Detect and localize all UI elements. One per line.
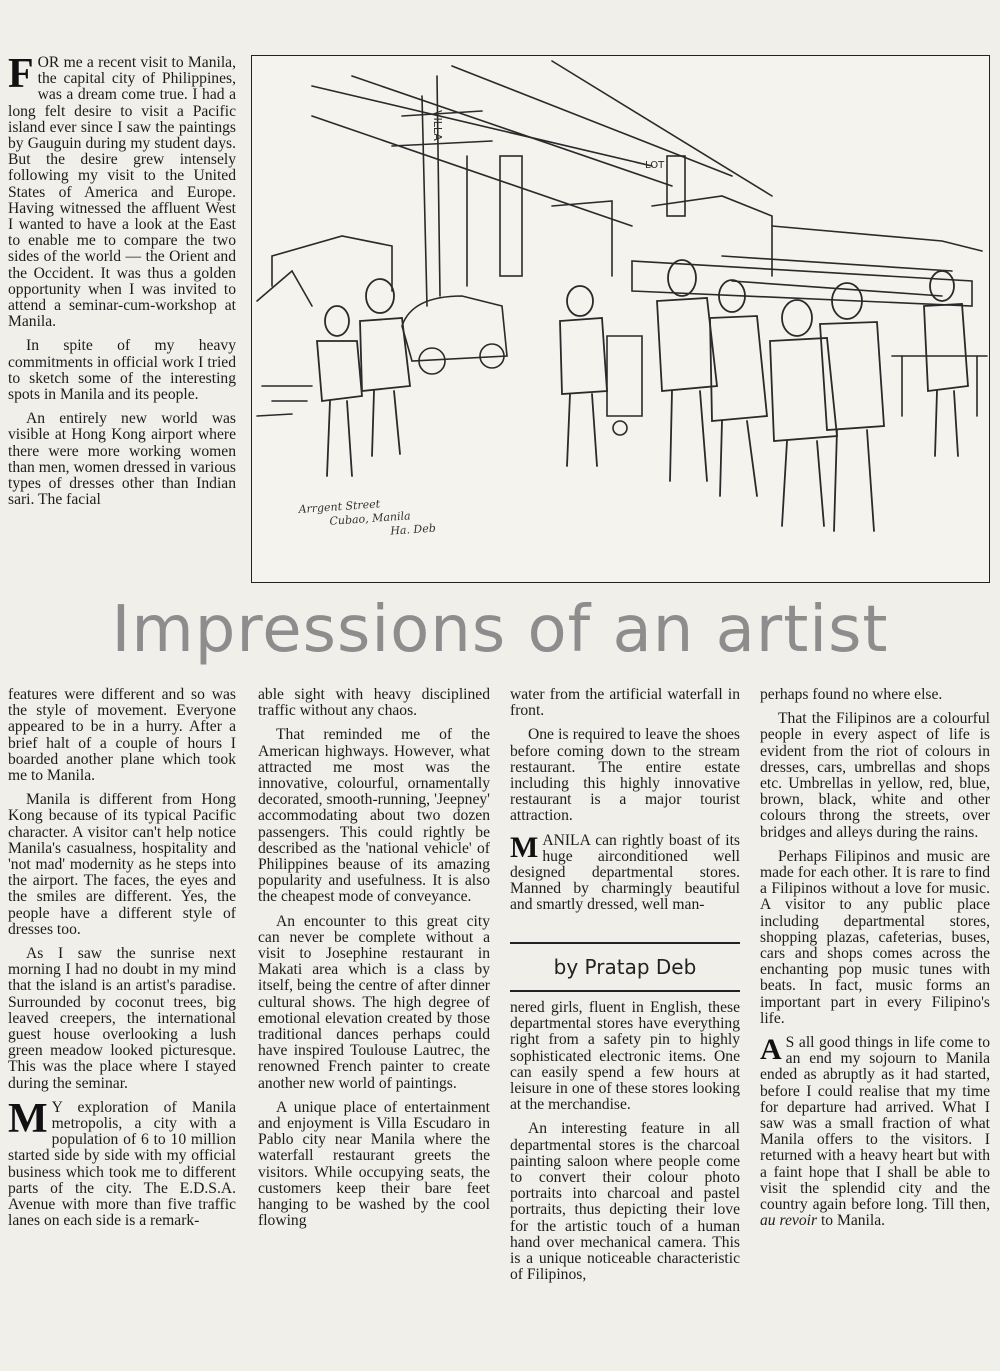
street-sketch-illustration — [251, 55, 990, 583]
col1-paragraph-3: As I saw the sunrise next morning I had no doubt in my mind that the island is an artist's paradise. Surrounded by coconut trees, big leaved creepers, the international guest house overlooking a lush green meadow looked picturesque. This was the place where I stayed during the seminar. — [8, 945, 236, 1092]
shop-sign-lot: LOT — [645, 160, 665, 171]
intro-paragraph-2: In spite of my heavy commitments in official work I tried to sketch some of the interesting spots in Manila and its people. — [8, 337, 236, 404]
article-column-3-bottom — [510, 1000, 740, 1325]
col2-paragraph-3: An encounter to this great city can never be complete without a visit to Josephine restaurant in Makati area which is a class by itself, being the centre of after dinner cultural shows. The high degree of emotional elevation created by those traditional dances perhaps could have inspired Toulouse Lautrec, the renowned French painter to create another new world of paintings. — [258, 912, 490, 1092]
artist-signature: Arrgent Street Cubao, Manila Ha. Deb — [298, 497, 437, 538]
col3-paragraph-2: One is required to leave the shoes before coming down to the stream restaurant. The entire estate including this highly innovative restaurant is a major tourist attraction. — [510, 726, 740, 825]
dropcap-a: A — [760, 1033, 782, 1067]
col3-paragraph-1: water from the artificial waterfall in front. — [510, 687, 740, 720]
author-byline: by Pratap Deb — [553, 955, 697, 979]
col1-paragraph-1: features were different and so was the style of movement. Everyone appeared to be in a hurry. After a brief halt of a couple of hours I boarded another plane which took me to Manila. — [8, 687, 236, 785]
col4-paragraph-3: Perhaps Filipinos and music are made for each other. It is rare to find a Filipinos without a love for music. A visitor to any public place including departmental stores, shopping plazas, cafeterias, buses, cars and shops comes across the enchanting pop music tunes with beats. In fact, music forms an important part in every Filipino's life. — [760, 847, 990, 1027]
dropcap-m-2: M — [510, 830, 539, 864]
col1-paragraph-4: M Y exploration of Manila metropolis, a city with a population of 6 to 10 million started side by side with my official business which took me to different parts of the city. The E.D.S.A. Avenue with more than five traffic lanes on each side is a remark- — [8, 1095, 236, 1230]
col1-paragraph-2: Manila is different from Hong Kong because of its typical Pacific character. A visitor can't help notice Manila's casualness, hospitality and 'not mad' modernity as he steps into the airport. The faces, the eyes and the smiles are different. Yes, the people have a different style of dresses too. — [8, 791, 236, 938]
col4-paragraph-1: perhaps found no where else. — [760, 687, 943, 703]
article-column-3-top — [510, 687, 740, 937]
col2-paragraph-1: able sight with heavy disciplined traffic without any chaos. — [258, 687, 490, 720]
col3-paragraph-5: An interesting feature in all departmental stores is the charcoal painting saloon where people come to convert their colour photo portraits into charcoal and pastel portraits, thus depicting their love for the artistic touch of a human hand over mechanical camera. This is a unique noticeable characteristic of Filipinos, — [510, 1120, 740, 1284]
col3-paragraph-4: nered girls, fluent in English, these departmental stores have everything right from a safety pin to highly sophisticated electronic items. One can easily spend a few hours at leisure in one of these stores looking at the merchandise. — [510, 1000, 740, 1114]
col3-paragraph-3: MANILA can rightly boast of its huge airconditioned well designed departmental stores. Manned by charmingly beautiful and smartly dressed, well man- — [510, 830, 740, 914]
article-column-2 — [258, 687, 490, 1327]
article-column-1 — [8, 687, 236, 1327]
dropcap-m: M — [8, 1095, 48, 1142]
article-headline: Impressions of an artist — [111, 593, 889, 667]
intro-paragraph-3: An entirely new world was visible at Hong Kong airport where there were more working women than men, women dressed in various types of dresses other than Indian sari. The facial — [8, 410, 236, 509]
dropcap-f: F — [8, 55, 34, 97]
col2-paragraph-2: That reminded me of the American highways. However, what attracted me most was the innovative, colourful, ornamentally decorated, smooth-running, 'Jeepney' accommodating about two dozen passengers. This could rightly be described as the 'national vehicle' of Philippines beause of its amazing popularity and usefulness. It is also the cheapest mode of conveyance. — [258, 726, 490, 906]
article-intro-column — [8, 55, 236, 583]
article-column-4 — [760, 687, 990, 1327]
byline-box — [510, 942, 740, 992]
col4-paragraph-4: A S all good things in life come to an end my sojourn to Manila ended as abruptly as it had started, before I could realise that my time for departure had arrived. What I saw was a small fraction of what Manila offers to the visitors. I returned with a heavy heart but with a faint hope that I shall be able to visit the splendid city and the country again before long. Till then, au revoir to Manila. — [760, 1033, 990, 1230]
col2-paragraph-4: A unique place of entertainment and enjoyment is Villa Escudaro in Pablo city near Manila where the waterfall restaurant greets the visitors. While occupying seats, the customers keep their bare feet hanging to be washed by the cool flowing — [258, 1098, 490, 1230]
shop-sign-villa: VILLA — [431, 110, 444, 141]
col4-paragraph-2: That the Filipinos are a colourful people in every aspect of life is evident from the riot of colours in dresses, cars, umbrellas and shops etc. Umbrellas in yellow, red, blue, brown, black, white and other colours throng the streets, over bridges and alleys during the rains. — [760, 710, 990, 841]
intro-paragraph-1: FOR me a recent visit to Manila, the capital city of Philippines, was a dream come true. I had a long felt desire to visit a Pacific island ever since I saw the paintings by Gauguin during my student days. But the desire grew intensely following my visit to the United States of America and Europe. Having witnessed the affluent West I wanted to have a look at the East to enable me to compare the two sides of the world — the Orient and the Occident. It was thus a golden opportunity when I was invited to attend a seminar-cum-workshop at Manila. — [8, 55, 236, 331]
